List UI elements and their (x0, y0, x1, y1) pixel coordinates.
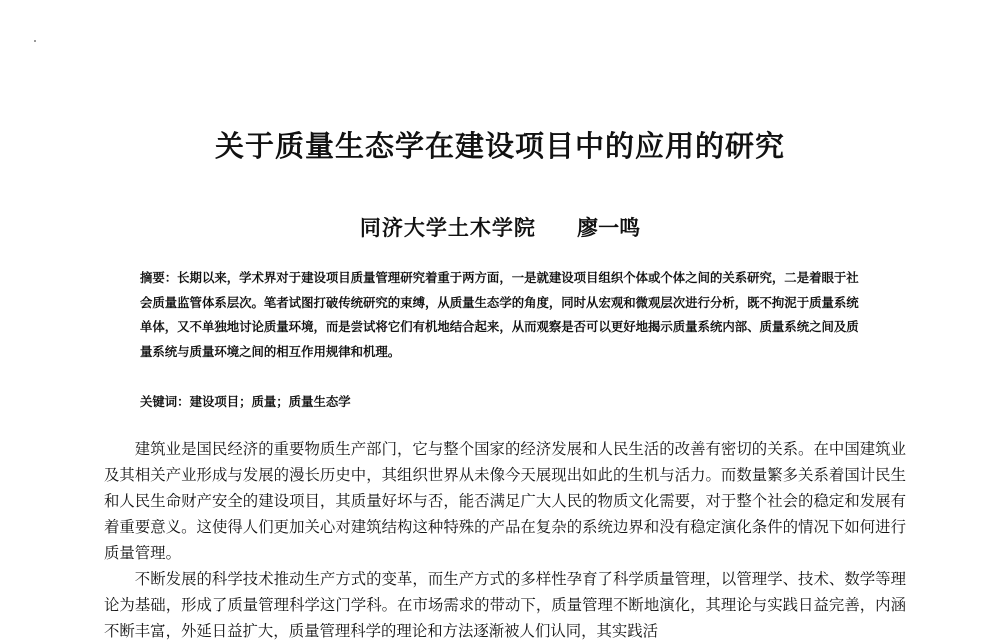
keywords (140, 392, 870, 412)
author-line (0, 212, 1000, 242)
author-institution: 同济大学土木学院 (359, 215, 536, 240)
author-name: 廖一鸣 (577, 215, 641, 240)
scan-speck (34, 40, 36, 42)
abstract (140, 266, 870, 364)
abstract-text: 长期以来，学术界对于建设项目质量管理研究着重于两方面，一是就建设项目组织个体或个体之间的关系研究，二是着眼于社会质量监管体系层次。笔者试图打破传统研究的束缚，从质量生态学的角度，同时从宏观和微观层次进行分析，既不拘泥于质量系统单体，又不单独地讨论质量环境，而是尝试将它们有机地结合起来，从而观察是否可以更好地揭示质量系统内部、质量系统之间及质量系统与质量环境之间的相互作用规律和机理。 (140, 270, 859, 359)
body-paragraph: 不断发展的科学技术推动生产方式的变革，而生产方式的多样性孕育了科学质量管理，以管理学、技术、数学等理论为基础，形成了质量管理科学这门学科。在市场需求的带动下，质量管理不断地演化，其理论与实践日益完善，内涵不断丰富，外延日益扩大，质量管理科学的理论和方法逐渐被人们认同，其实践活 (104, 570, 906, 640)
body-text (104, 436, 906, 644)
body-paragraph: 建筑业是国民经济的重要物质生产部门，它与整个国家的经济发展和人民生活的改善有密切的关系。在中国建筑业及其相关产业形成与发展的漫长历史中，其组织世界从未像今天展现出如此的生机与活力。而数量繁多关系着国计民生和人民生命财产安全的建设项目，其质量好坏与否，能否满足广大人民的物质文化需要，对于整个社会的稳定和发展有着重要意义。这使得人们更加关心对建筑结构这种特殊的产品在复杂的系统边界和没有稳定演化条件的情况下如何进行质量管理。 (104, 440, 906, 562)
abstract-label: 摘要： (140, 270, 178, 285)
paper-title: 关于质量生态学在建设项目中的应用的研究 (214, 129, 785, 163)
keywords-label: 关键词： (140, 394, 190, 409)
keywords-text: 建设项目；质量；质量生态学 (189, 394, 351, 409)
